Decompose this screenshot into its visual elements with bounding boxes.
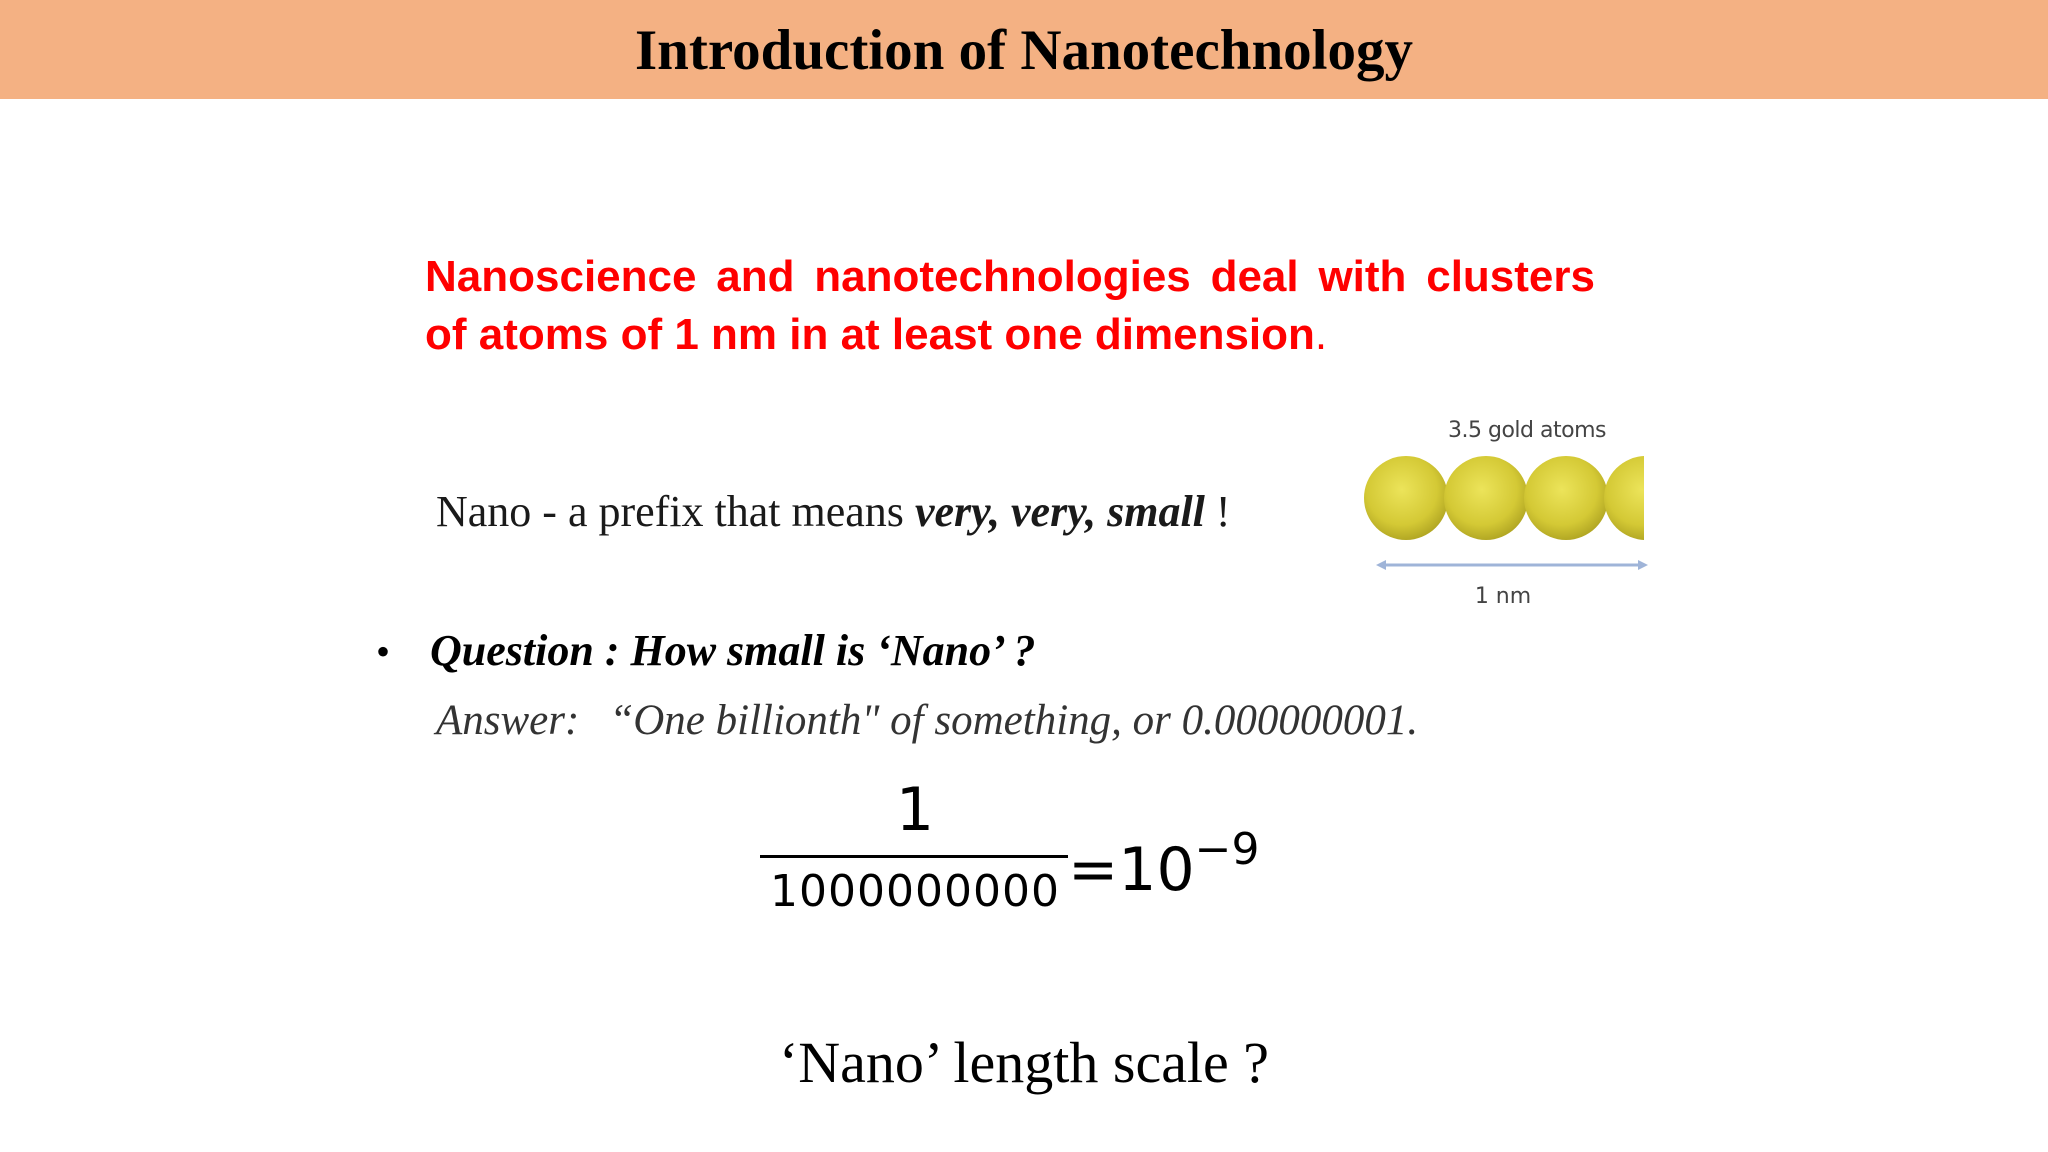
formula-result (1068, 810, 1260, 910)
scale-caption: 1 nm (1474, 584, 1532, 609)
prefix-text: Nano - a prefix that means (436, 487, 915, 536)
fraction-numerator: 1 (895, 775, 935, 845)
scale-arrow-right (1638, 560, 1648, 570)
bullet-marker: • (376, 629, 391, 674)
gold-atom (1524, 456, 1608, 540)
length-scale-question: ‘Nano’ length scale ? (778, 1030, 1270, 1095)
definition-body: Nanoscience and nanotechnologies deal with clusters of atoms of 1 nm in at least one dimension (425, 252, 1595, 359)
prefix-statement (436, 480, 1231, 544)
answer-line (436, 692, 1418, 750)
gold-atoms-illustration (1362, 452, 1652, 592)
question-text: Question : How small is ‘Nano’ ? (430, 626, 1036, 675)
fraction-bar (760, 855, 1068, 858)
fraction-denominator: 1000000000 (770, 866, 1060, 917)
gold-atom (1364, 456, 1448, 540)
definition-text (425, 248, 1595, 364)
gold-atom-partial (1604, 456, 1652, 540)
title-bar (0, 0, 2048, 99)
gold-atoms-caption: 3.5 gold atoms (1448, 418, 1606, 443)
slide-title: Introduction of Nanotechnology (634, 19, 1414, 82)
answer-label: Answer: (436, 697, 580, 744)
prefix-emphasis: very, very, small (914, 487, 1205, 536)
formula-base: =10 (1068, 835, 1195, 905)
prefix-suffix: ! (1204, 487, 1231, 536)
definition-period: . (1314, 310, 1328, 359)
gold-atoms-figure (1362, 412, 1652, 622)
answer-text: “One billionth" of something, or 0.000000001. (609, 697, 1419, 744)
scale-arrow-left (1376, 560, 1386, 570)
formula-exponent: −9 (1194, 824, 1260, 875)
gold-atom (1444, 456, 1528, 540)
fraction (760, 770, 1070, 930)
